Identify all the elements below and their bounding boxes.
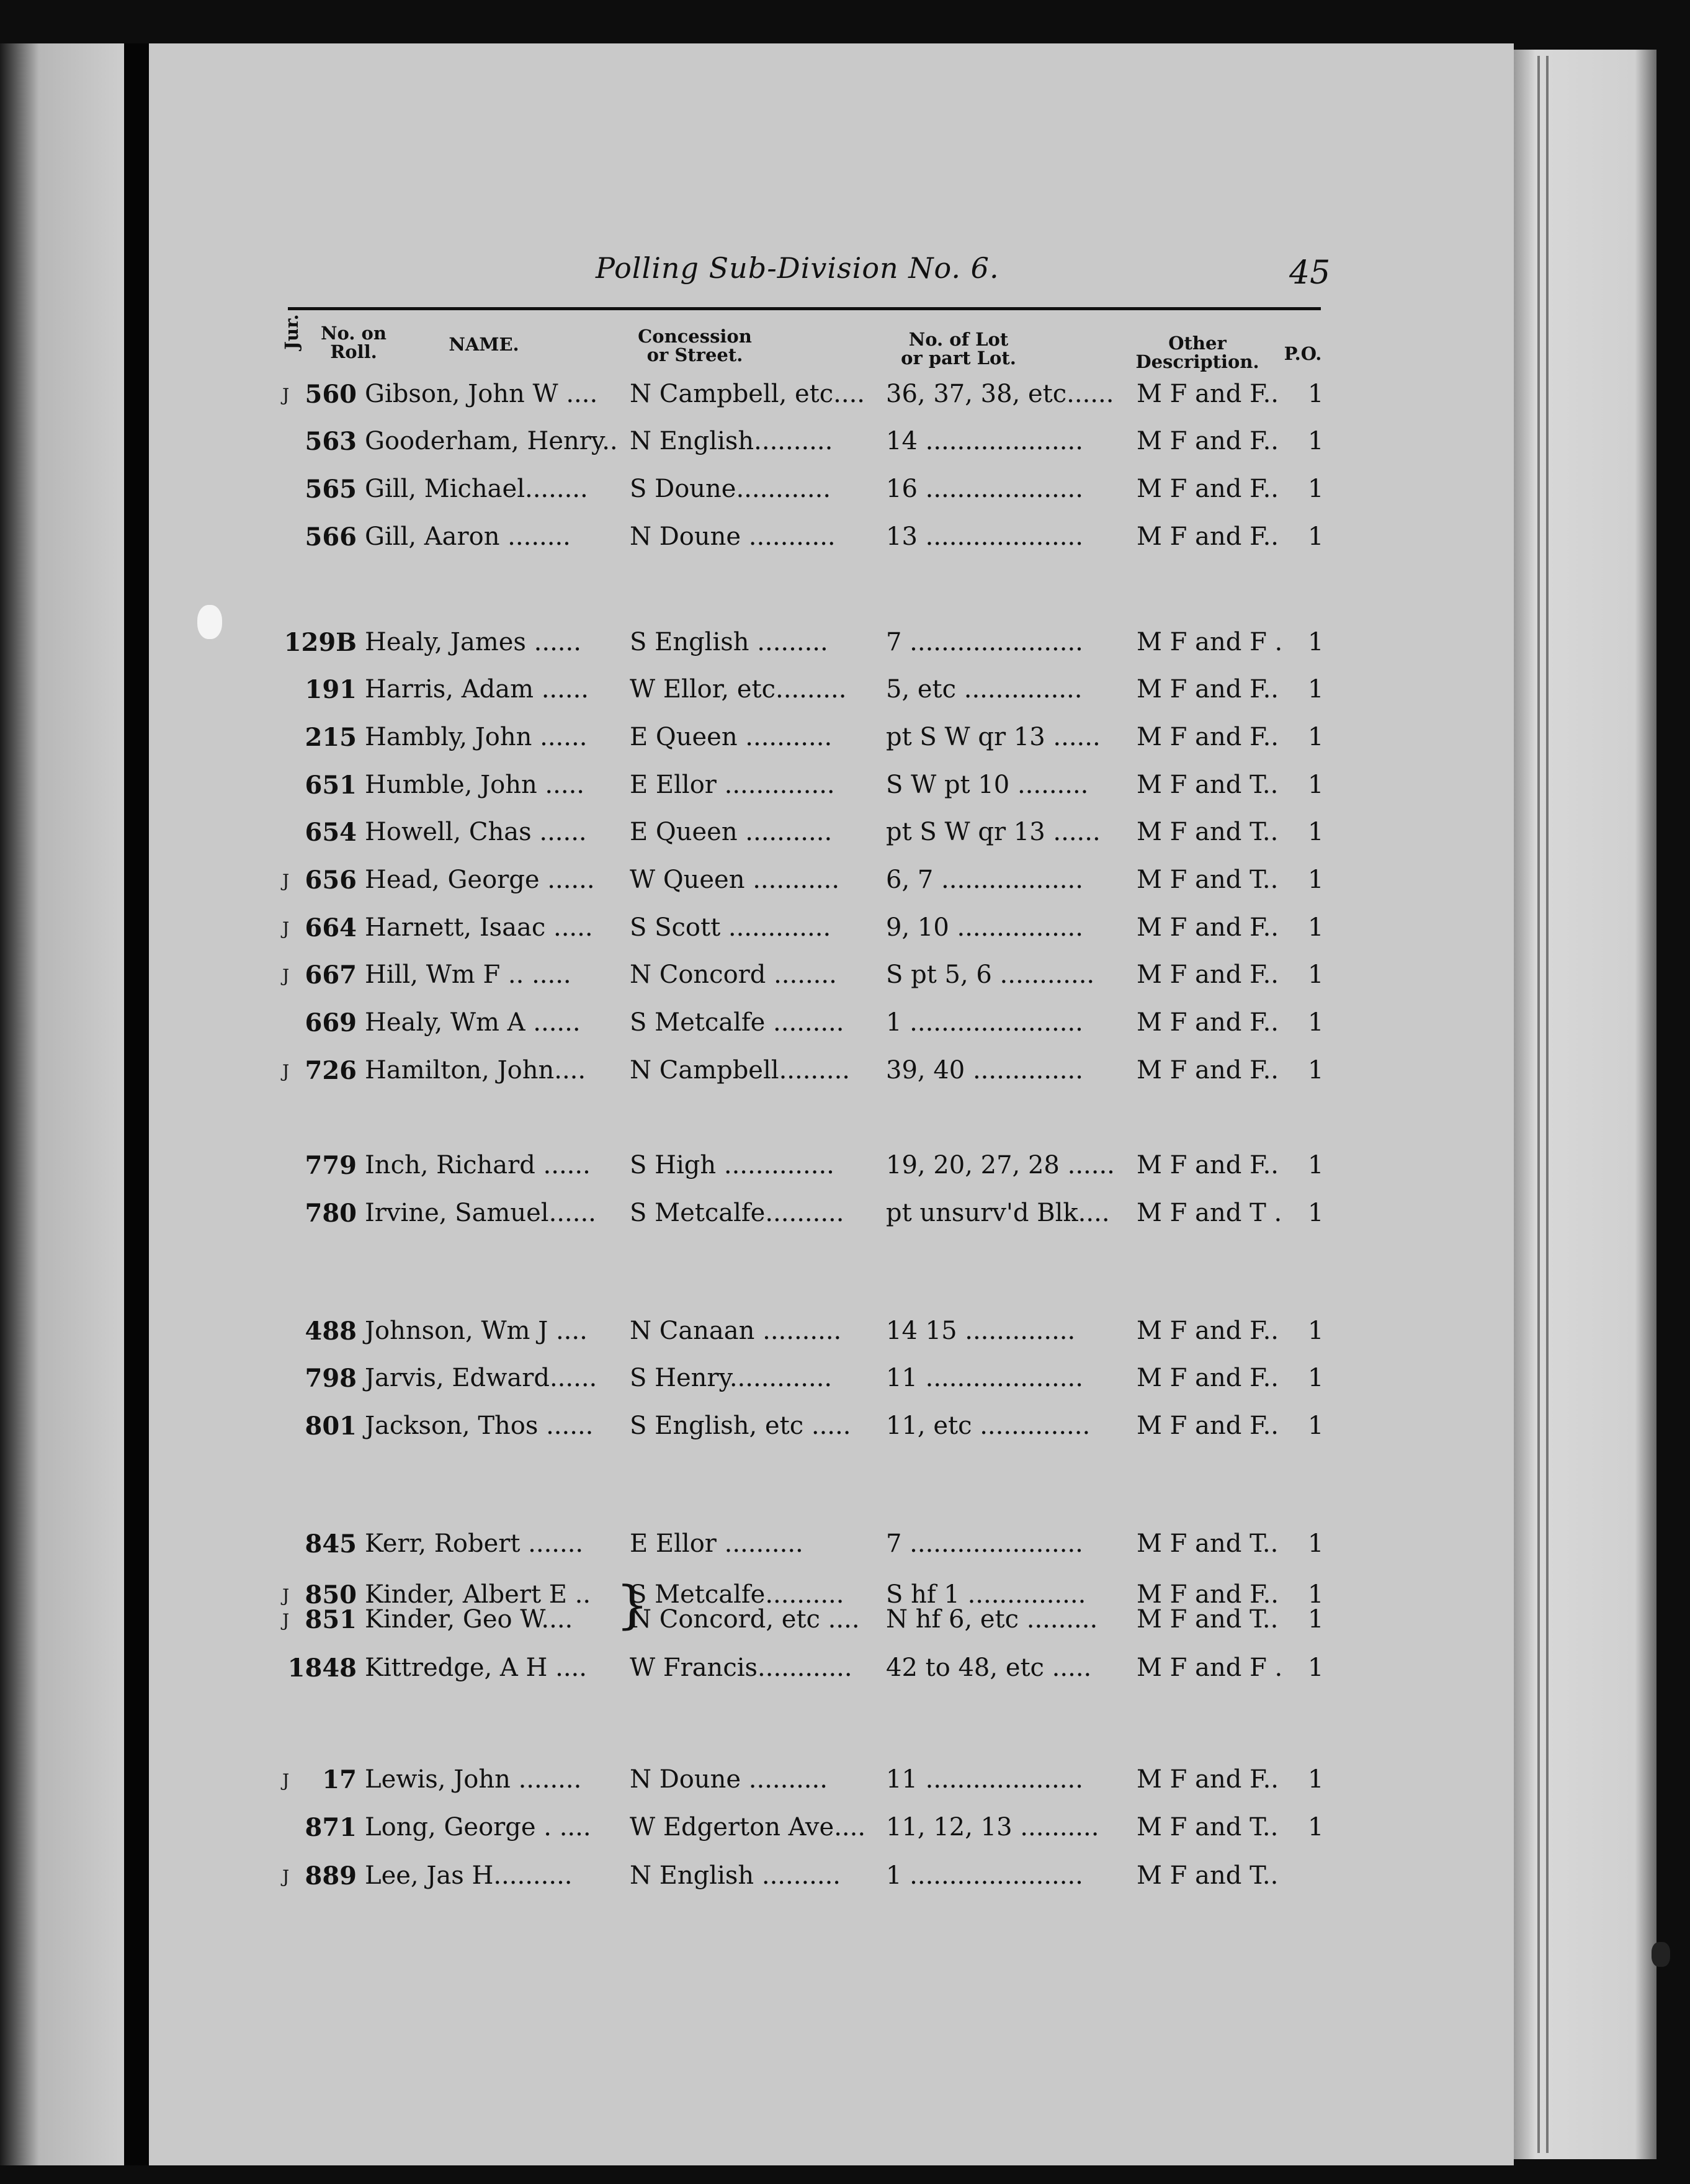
cell-street: E Ellor .............. (630, 771, 835, 799)
cell-street: S Metcalfe.......... (630, 1199, 844, 1227)
cell-po: 1 (1308, 522, 1324, 551)
table-row (0, 1605, 1690, 1642)
cell-name: Long, George . .... (365, 1813, 591, 1842)
cell-lot: 16 .................... (886, 475, 1083, 503)
cell-street: W Queen ........... (630, 866, 840, 894)
cell-street: N English.......... (630, 427, 833, 455)
cell-po: 1 (1308, 1813, 1324, 1842)
cell-jur: J (282, 1866, 290, 1887)
cell-roll: 191 (305, 675, 357, 704)
cell-street: N English .......... (630, 1861, 841, 1890)
table-row (0, 1861, 1690, 1899)
cell-lot: 39, 40 .............. (886, 1056, 1083, 1085)
table-row (0, 380, 1690, 417)
cell-roll: 669 (305, 1008, 357, 1037)
column-header-roll: No. on Roll. (321, 323, 387, 362)
cell-roll: 565 (305, 475, 357, 504)
cell-desc: M F and F.. (1137, 1008, 1279, 1037)
cell-street: S Doune............ (630, 475, 831, 503)
cell-po: 1 (1308, 818, 1324, 846)
cell-street: W Ellor, etc......... (630, 675, 847, 704)
cell-roll: 17 (322, 1765, 357, 1794)
page-number: 45 (1289, 254, 1331, 292)
column-header-desc: Other Description. (1135, 333, 1259, 372)
table-row (0, 1412, 1690, 1449)
cell-roll: 560 (305, 380, 357, 409)
cell-name: Inch, Richard ...... (365, 1151, 591, 1179)
cell-lot: 1 ...................... (886, 1008, 1083, 1037)
cell-po: 1 (1308, 1765, 1324, 1794)
cell-street: N Doune ........... (630, 522, 836, 551)
cell-desc: M F and T.. (1137, 818, 1279, 846)
table-row (0, 1199, 1690, 1236)
table-row (0, 1765, 1690, 1802)
cell-lot: 14 .................... (886, 427, 1083, 455)
cell-name: Kinder, Albert E .. (365, 1580, 591, 1609)
column-header-name: NAME. (449, 334, 519, 355)
cell-street: S English ......... (630, 628, 828, 656)
cell-street: N Concord ........ (630, 960, 837, 989)
cell-po: 1 (1308, 427, 1324, 455)
cell-desc: M F and F.. (1137, 1412, 1279, 1440)
cell-lot: pt S W qr 13 ...... (886, 723, 1101, 751)
column-header-lot: No. of Lot or part Lot. (901, 329, 1016, 369)
cell-desc: M F and T.. (1137, 1813, 1279, 1842)
header-rule (288, 307, 1321, 310)
cell-roll: 215 (305, 723, 357, 752)
cell-roll: 871 (305, 1813, 357, 1842)
cell-po: 1 (1308, 771, 1324, 799)
table-row (0, 1654, 1690, 1691)
cell-street: N Campbell, etc.... (630, 380, 865, 408)
cell-name: Gooderham, Henry.. (365, 427, 618, 455)
cell-roll: 566 (305, 522, 357, 552)
cell-po: 1 (1308, 1529, 1324, 1558)
cell-desc: M F and F.. (1137, 1765, 1279, 1794)
table-row (0, 1317, 1690, 1354)
cell-name: Harnett, Isaac ..... (365, 913, 593, 942)
cell-name: Head, George ...... (365, 866, 595, 894)
cell-name: Lee, Jas H.......... (365, 1861, 573, 1890)
table-row (0, 866, 1690, 903)
cell-desc: M F and F.. (1137, 1056, 1279, 1085)
cell-desc: M F and F.. (1137, 675, 1279, 704)
cell-jur: J (282, 1610, 290, 1631)
cell-roll: 664 (305, 913, 357, 942)
cell-roll: 850 (305, 1580, 357, 1609)
table-row (0, 771, 1690, 808)
brace-mark: } (616, 1576, 649, 1635)
table-row (0, 675, 1690, 712)
cell-name: Irvine, Samuel...... (365, 1199, 596, 1227)
cell-po: 1 (1308, 866, 1324, 894)
cell-po: 1 (1308, 628, 1324, 656)
cell-name: Harris, Adam ...... (365, 675, 589, 704)
cell-lot: 14 15 .............. (886, 1317, 1076, 1345)
cell-desc: M F and F.. (1137, 960, 1279, 989)
cell-roll: 488 (305, 1317, 357, 1346)
cell-po: 1 (1308, 1364, 1324, 1392)
cell-name: Healy, Wm A ...... (365, 1008, 581, 1037)
cell-desc: M F and F.. (1137, 913, 1279, 942)
table-row (0, 1813, 1690, 1850)
cell-desc: M F and T.. (1137, 866, 1279, 894)
cell-roll: 779 (305, 1151, 357, 1180)
cell-lot: 11 .................... (886, 1765, 1083, 1794)
cell-desc: M F and F.. (1137, 522, 1279, 551)
cell-lot: 11, 12, 13 .......... (886, 1813, 1099, 1842)
cell-roll: 851 (305, 1605, 357, 1634)
cell-roll: 889 (305, 1861, 357, 1891)
cell-desc: M F and T.. (1137, 771, 1279, 799)
cell-jur: J (282, 870, 290, 891)
cell-lot: 11 .................... (886, 1364, 1083, 1392)
cell-street: N Concord, etc .... (630, 1605, 860, 1634)
page-title: Polling Sub-Division No. 6. (596, 251, 999, 285)
table-row (0, 723, 1690, 760)
cell-desc: M F and F.. (1137, 1151, 1279, 1179)
cell-desc: M F and T.. (1137, 1529, 1279, 1558)
cell-street: E Queen ........... (630, 818, 833, 846)
table-row (0, 1529, 1690, 1567)
cell-name: Healy, James ...... (365, 628, 581, 656)
cell-desc: M F and F.. (1137, 1317, 1279, 1345)
cell-roll: 780 (305, 1199, 357, 1228)
cell-desc: M F and T.. (1137, 1861, 1279, 1890)
table-row (0, 818, 1690, 855)
cell-street: S Henry............. (630, 1364, 833, 1392)
cell-lot: 5, etc ............... (886, 675, 1083, 704)
cell-name: Hill, Wm F .. ..... (365, 960, 571, 989)
cell-po: 1 (1308, 1199, 1324, 1227)
cell-desc: M F and T.. (1137, 1605, 1279, 1634)
cell-desc: M F and F.. (1137, 723, 1279, 751)
cell-roll: 798 (305, 1364, 357, 1393)
cell-street: W Francis............ (630, 1654, 852, 1682)
cell-street: S Scott ............. (630, 913, 831, 942)
table-row (0, 960, 1690, 998)
cell-name: Johnson, Wm J .... (365, 1317, 588, 1345)
cell-lot: pt unsurv'd Blk.... (886, 1199, 1110, 1227)
cell-street: S Metcalfe.......... (630, 1580, 844, 1609)
cell-lot: 6, 7 .................. (886, 866, 1083, 894)
cell-lot: 36, 37, 38, etc...... (886, 380, 1114, 408)
cell-lot: 9, 10 ................ (886, 913, 1083, 942)
cell-roll: 667 (305, 960, 357, 990)
table-row (0, 913, 1690, 951)
cell-roll: 129B (284, 628, 357, 657)
cell-roll: 1848 (287, 1654, 357, 1683)
cell-po: 1 (1308, 1654, 1324, 1682)
cell-roll: 726 (305, 1056, 357, 1085)
cell-po: 1 (1308, 380, 1324, 408)
cell-roll: 654 (305, 818, 357, 847)
cell-jur: J (282, 1770, 290, 1791)
cell-po: 1 (1308, 1412, 1324, 1440)
table-row (0, 475, 1690, 512)
cell-desc: M F and T . (1137, 1199, 1282, 1227)
cell-lot: S pt 5, 6 ............ (886, 960, 1095, 989)
cell-desc: M F and F.. (1137, 475, 1279, 503)
cell-street: S English, etc ..... (630, 1412, 851, 1440)
cell-name: Kittredge, A H .... (365, 1654, 587, 1682)
cell-name: Hambly, John ...... (365, 723, 588, 751)
column-header-street: Concession or Street. (638, 326, 752, 365)
cell-po: 1 (1308, 913, 1324, 942)
cell-name: Kerr, Robert ....... (365, 1529, 584, 1558)
cell-po: 1 (1308, 1151, 1324, 1179)
cell-po: 1 (1308, 1317, 1324, 1345)
cell-lot: 1 ...................... (886, 1861, 1083, 1890)
cell-name: Jackson, Thos ...... (365, 1412, 594, 1440)
cell-street: W Edgerton Ave.... (630, 1813, 866, 1842)
cell-desc: M F and F.. (1137, 1580, 1279, 1609)
column-header-po: P.O. (1284, 343, 1322, 364)
table-row (0, 1151, 1690, 1188)
table-row (0, 427, 1690, 464)
cell-street: N Canaan .......... (630, 1317, 842, 1345)
table-row (0, 628, 1690, 665)
cell-lot: 19, 20, 27, 28 ...... (886, 1151, 1115, 1179)
cell-jur: J (282, 918, 290, 939)
cell-name: Howell, Chas ...... (365, 818, 587, 846)
cell-desc: M F and F . (1137, 1654, 1283, 1682)
cell-street: E Ellor .......... (630, 1529, 803, 1558)
cell-lot: S hf 1 ............... (886, 1580, 1086, 1609)
cell-name: Jarvis, Edward...... (365, 1364, 597, 1392)
cell-desc: M F and F.. (1137, 380, 1279, 408)
cell-name: Gibson, John W .... (365, 380, 598, 408)
cell-jur: J (282, 1585, 290, 1606)
cell-desc: M F and F . (1137, 628, 1283, 656)
cell-lot: 11, etc .............. (886, 1412, 1091, 1440)
cell-street: S High .............. (630, 1151, 834, 1179)
cell-name: Lewis, John ........ (365, 1765, 582, 1794)
cell-po: 1 (1308, 1580, 1324, 1609)
cell-roll: 651 (305, 771, 357, 800)
cell-po: 1 (1308, 1056, 1324, 1085)
cell-lot: pt S W qr 13 ...... (886, 818, 1101, 846)
cell-lot: N hf 6, etc ......... (886, 1605, 1098, 1634)
cell-roll: 563 (305, 427, 357, 456)
table-row (0, 1056, 1690, 1093)
cell-name: Gill, Michael........ (365, 475, 588, 503)
table-row (0, 522, 1690, 560)
paper-blemish (1652, 1942, 1670, 1967)
cell-desc: M F and F.. (1137, 1364, 1279, 1392)
cell-name: Gill, Aaron ........ (365, 522, 571, 551)
cell-name: Kinder, Geo W.... (365, 1605, 573, 1634)
cell-po: 1 (1308, 960, 1324, 989)
cell-street: N Doune .......... (630, 1765, 828, 1794)
cell-roll: 656 (305, 866, 357, 895)
cell-lot: 13 .................... (886, 522, 1083, 551)
cell-jur: J (282, 385, 290, 405)
table-row (0, 1364, 1690, 1401)
cell-name: Humble, John ..... (365, 771, 585, 799)
cell-jur: J (282, 965, 290, 986)
cell-po: 1 (1308, 1008, 1324, 1037)
cell-po: 1 (1308, 475, 1324, 503)
cell-name: Hamilton, John.... (365, 1056, 586, 1085)
cell-lot: 7 ...................... (886, 1529, 1083, 1558)
column-header-jur: Jur. (281, 314, 302, 350)
cell-po: 1 (1308, 1605, 1324, 1634)
cell-roll: 845 (305, 1529, 357, 1559)
cell-jur: J (282, 1061, 290, 1081)
cell-street: E Queen ........... (630, 723, 833, 751)
cell-roll: 801 (305, 1412, 357, 1441)
cell-street: S Metcalfe ......... (630, 1008, 844, 1037)
cell-lot: 42 to 48, etc ..... (886, 1654, 1092, 1682)
cell-lot: 7 ...................... (886, 628, 1083, 656)
cell-po: 1 (1308, 723, 1324, 751)
cell-street: N Campbell......... (630, 1056, 850, 1085)
cell-desc: M F and F.. (1137, 427, 1279, 455)
cell-po: 1 (1308, 675, 1324, 704)
table-row (0, 1008, 1690, 1045)
cell-lot: S W pt 10 ......... (886, 771, 1089, 799)
